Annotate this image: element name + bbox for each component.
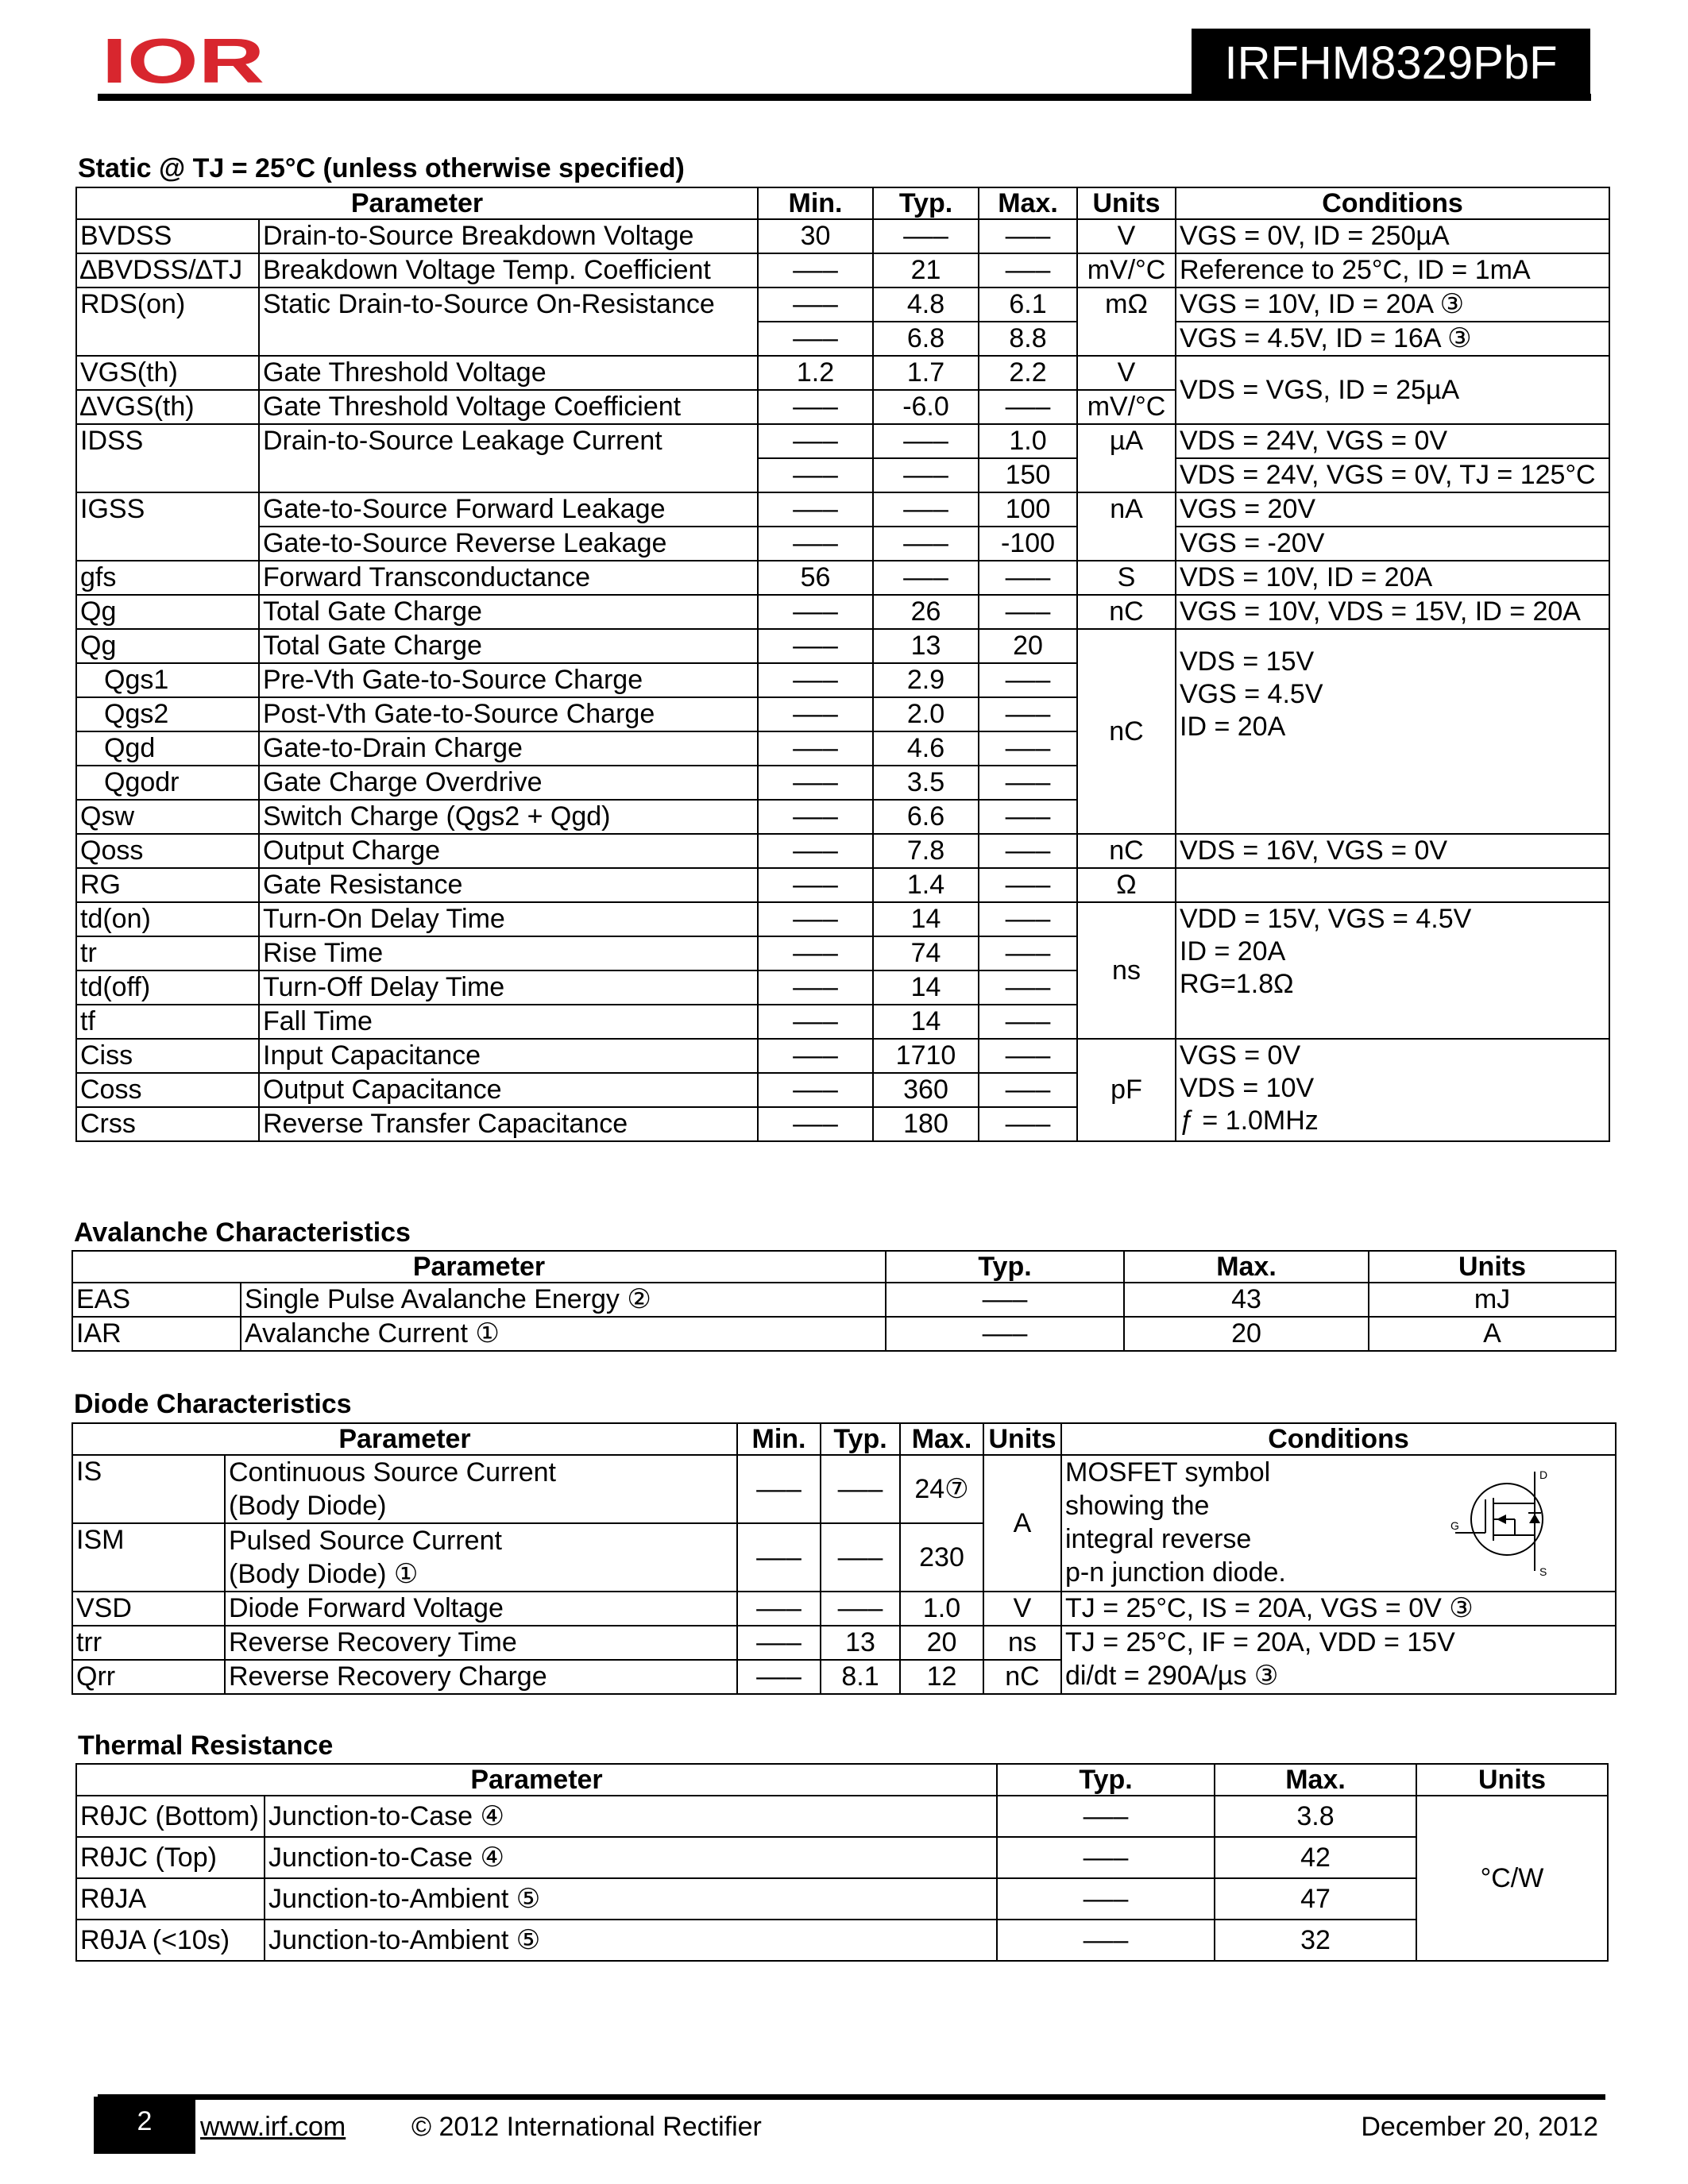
column-header: Min. xyxy=(737,1423,821,1455)
cell: 2.2 xyxy=(979,356,1077,390)
cell: ––– xyxy=(821,1455,900,1523)
cell: RθJA xyxy=(76,1878,265,1920)
cell: di/dt = 290A/µs ③ xyxy=(1061,1660,1616,1694)
cell: 150 xyxy=(979,458,1077,492)
table-row xyxy=(76,1837,1608,1878)
cell: Gate Charge Overdrive xyxy=(259,766,758,800)
svg-text:G: G xyxy=(1450,1519,1459,1532)
column-header: Units xyxy=(1369,1251,1616,1283)
cell: Post-Vth Gate-to-Source Charge xyxy=(259,697,758,731)
cell: 32 xyxy=(1215,1920,1416,1961)
cell: 56 xyxy=(758,561,873,595)
cell: nC xyxy=(1077,595,1176,629)
column-header: Units xyxy=(1416,1764,1608,1796)
cell: 13 xyxy=(873,629,979,663)
table-row xyxy=(76,219,1609,253)
thermal-section-title: Thermal Resistance xyxy=(78,1731,334,1761)
cell: Fall Time xyxy=(259,1005,758,1039)
cell: ––– xyxy=(758,253,873,287)
avalanche-section-title: Avalanche Characteristics xyxy=(74,1217,411,1248)
cell: Qgodr xyxy=(76,766,259,800)
cell: 180 xyxy=(873,1107,979,1141)
cell: ––– xyxy=(758,287,873,322)
cell: VDS = 24V, VGS = 0V, TJ = 125°C xyxy=(1176,458,1609,492)
conditions-cell: MOSFET symbol showing the integral reverse p-n junction diode. xyxy=(1061,1455,1616,1592)
cell: 230 xyxy=(900,1523,983,1592)
cell: Coss xyxy=(76,1073,259,1107)
cell: 42 xyxy=(1215,1837,1416,1878)
cell: V xyxy=(1077,356,1176,390)
cell: ns xyxy=(1077,902,1176,1039)
cell: 100 xyxy=(979,492,1077,527)
cell: 13 xyxy=(821,1626,900,1660)
cell: ––– xyxy=(758,1107,873,1141)
static-section-title: Static @ TJ = 25°C (unless otherwise specified) xyxy=(78,153,685,183)
cell: ––– xyxy=(737,1626,821,1660)
cell: Qoss xyxy=(76,834,259,868)
table-row xyxy=(76,527,1609,561)
cell: 43 xyxy=(1124,1283,1369,1317)
column-header: Max. xyxy=(979,187,1077,219)
svg-text:D: D xyxy=(1539,1468,1548,1481)
cell: TJ = 25°C, IF = 20A, VDD = 15V xyxy=(1061,1626,1616,1660)
cell: VGS = 0V, ID = 250µA xyxy=(1176,219,1609,253)
cell: Continuous Source Current (Body Diode) xyxy=(225,1455,737,1523)
cell: VDS = 16V, VGS = 0V xyxy=(1176,834,1609,868)
cell: ––– xyxy=(758,834,873,868)
cell: nC xyxy=(1077,629,1176,834)
table-row xyxy=(76,287,1609,322)
cell: 1710 xyxy=(873,1039,979,1073)
cell: -6.0 xyxy=(873,390,979,424)
cell: ––– xyxy=(886,1283,1124,1317)
cell xyxy=(1176,868,1609,902)
cell: ––– xyxy=(979,902,1077,936)
column-header: Parameter xyxy=(72,1423,737,1455)
table-row xyxy=(76,424,1609,458)
cell: Crss xyxy=(76,1107,259,1141)
cell: ––– xyxy=(758,527,873,561)
column-header: Typ. xyxy=(886,1251,1124,1283)
cell: VGS = 4.5V, ID = 16A ③ xyxy=(1176,322,1609,356)
cell: 8.1 xyxy=(821,1660,900,1694)
cell: ––– xyxy=(979,868,1077,902)
cell: ––– xyxy=(758,595,873,629)
cell: 20 xyxy=(1124,1317,1369,1351)
table-row xyxy=(76,902,1609,936)
thermal-table xyxy=(75,1763,1609,1962)
page-number: 2 xyxy=(94,2097,195,2154)
table-row xyxy=(76,1920,1608,1961)
cell: 4.6 xyxy=(873,731,979,766)
cell: ns xyxy=(983,1626,1061,1660)
cell: ––– xyxy=(758,800,873,834)
table-row xyxy=(76,834,1609,868)
part-number: IRFHM8329PbF xyxy=(1192,29,1590,98)
table-row xyxy=(76,492,1609,527)
cell: BVDSS xyxy=(76,219,259,253)
cell: Breakdown Voltage Temp. Coefficient xyxy=(259,253,758,287)
ir-logo xyxy=(102,30,268,87)
cell: IDSS xyxy=(76,424,259,492)
avalanche-table xyxy=(71,1250,1617,1352)
cell: 26 xyxy=(873,595,979,629)
static-table xyxy=(75,187,1610,1142)
cell: ––– xyxy=(873,561,979,595)
cell: 74 xyxy=(873,936,979,970)
column-header: Typ. xyxy=(821,1423,900,1455)
cell: ––– xyxy=(758,424,873,458)
cell: Pre-Vth Gate-to-Source Charge xyxy=(259,663,758,697)
cell: ––– xyxy=(737,1523,821,1592)
cell: ––– xyxy=(979,1073,1077,1107)
cell: ––– xyxy=(979,1107,1077,1141)
cell: 8.8 xyxy=(979,322,1077,356)
cell: 12 xyxy=(900,1660,983,1694)
cell: A xyxy=(983,1455,1061,1592)
column-header: Parameter xyxy=(76,187,758,219)
cell: ––– xyxy=(737,1455,821,1523)
cell: ––– xyxy=(758,697,873,731)
cell: ––– xyxy=(758,492,873,527)
cell: gfs xyxy=(76,561,259,595)
cell: ––– xyxy=(821,1592,900,1626)
cell: TJ = 25°C, IS = 20A, VGS = 0V ③ xyxy=(1061,1592,1616,1626)
cell: Gate-to-Source Reverse Leakage xyxy=(259,527,758,561)
cell: 6.1 xyxy=(979,287,1077,322)
table-row xyxy=(76,629,1609,663)
cell: IS xyxy=(72,1455,225,1523)
cell: RG xyxy=(76,868,259,902)
cell: Qgs2 xyxy=(76,697,259,731)
cell: RθJC (Top) xyxy=(76,1837,265,1878)
diode-section-title: Diode Characteristics xyxy=(74,1389,352,1419)
cell: Turn-Off Delay Time xyxy=(259,970,758,1005)
cell: 7.8 xyxy=(873,834,979,868)
cell: nC xyxy=(983,1660,1061,1694)
cell: ––– xyxy=(979,697,1077,731)
svg-text:IOR: IOR xyxy=(102,30,265,87)
cell: ∆BVDSS/∆TJ xyxy=(76,253,259,287)
cell: VDS = 24V, VGS = 0V xyxy=(1176,424,1609,458)
copyright: © 2012 International Rectifier xyxy=(411,2112,762,2142)
column-header: Parameter xyxy=(76,1764,997,1796)
cell: ––– xyxy=(873,458,979,492)
date: December 20, 2012 xyxy=(1361,2112,1598,2142)
cell: VDS = 10V, ID = 20A xyxy=(1176,561,1609,595)
cell: ––– xyxy=(997,1796,1215,1837)
cell: Qsw xyxy=(76,800,259,834)
cell: V xyxy=(983,1592,1061,1626)
cell: ––– xyxy=(979,766,1077,800)
cell: Output Capacitance xyxy=(259,1073,758,1107)
table-row xyxy=(76,868,1609,902)
cell: Total Gate Charge xyxy=(259,629,758,663)
column-header: Conditions xyxy=(1061,1423,1616,1455)
cell: ––– xyxy=(979,219,1077,253)
cell: nC xyxy=(1077,834,1176,868)
cell: ––– xyxy=(997,1878,1215,1920)
header-rule xyxy=(98,94,1591,101)
cell: 6.6 xyxy=(873,800,979,834)
cell: IAR xyxy=(72,1317,241,1351)
cell: ––– xyxy=(758,629,873,663)
cell: ––– xyxy=(758,322,873,356)
table-row xyxy=(72,1660,1616,1694)
table-row xyxy=(76,595,1609,629)
cell: ––– xyxy=(979,390,1077,424)
cell: mΩ xyxy=(1077,287,1176,356)
cell: Drain-to-Source Leakage Current xyxy=(259,424,758,492)
cell: ––– xyxy=(758,663,873,697)
cell: Gate-to-Source Forward Leakage xyxy=(259,492,758,527)
cell: Forward Transconductance xyxy=(259,561,758,595)
cell: Qgs1 xyxy=(76,663,259,697)
cell: td(on) xyxy=(76,902,259,936)
cell: Output Charge xyxy=(259,834,758,868)
column-header: Units xyxy=(1077,187,1176,219)
cell: 47 xyxy=(1215,1878,1416,1920)
cell: ––– xyxy=(979,970,1077,1005)
table-row xyxy=(76,1039,1609,1073)
table-row xyxy=(76,1878,1608,1920)
cell: RθJA (<10s) xyxy=(76,1920,265,1961)
cell: ––– xyxy=(758,1039,873,1073)
cell: Ciss xyxy=(76,1039,259,1073)
column-header: Min. xyxy=(758,187,873,219)
cell: ––– xyxy=(979,253,1077,287)
cell: ––– xyxy=(758,458,873,492)
cell: RDS(on) xyxy=(76,287,259,356)
cell: ––– xyxy=(979,561,1077,595)
cell: Reverse Transfer Capacitance xyxy=(259,1107,758,1141)
cell: Junction-to-Case ④ xyxy=(265,1796,997,1837)
cell: °C/W xyxy=(1416,1796,1608,1961)
column-header: Typ. xyxy=(873,187,979,219)
cell: ––– xyxy=(979,1039,1077,1073)
cell: VGS = -20V xyxy=(1176,527,1609,561)
cell: 3.8 xyxy=(1215,1796,1416,1837)
cell: 24⑦ xyxy=(900,1455,983,1523)
cell: td(off) xyxy=(76,970,259,1005)
cell: VGS = 10V, ID = 20A ③ xyxy=(1176,287,1609,322)
website-link[interactable]: www.irf.com xyxy=(200,2112,346,2142)
cell: ––– xyxy=(979,800,1077,834)
cell: Reverse Recovery Time xyxy=(225,1626,737,1660)
cell: 21 xyxy=(873,253,979,287)
cell: Drain-to-Source Breakdown Voltage xyxy=(259,219,758,253)
cell: VGS = 10V, VDS = 15V, ID = 20A xyxy=(1176,595,1609,629)
footer-rule xyxy=(98,2094,1605,2100)
mosfet-symbol xyxy=(1447,1468,1566,1579)
cell: Junction-to-Case ④ xyxy=(265,1837,997,1878)
cell: Junction-to-Ambient ⑤ xyxy=(265,1920,997,1961)
cell: 360 xyxy=(873,1073,979,1107)
cell: mV/°C xyxy=(1077,253,1176,287)
cell: 4.8 xyxy=(873,287,979,322)
cell: ––– xyxy=(737,1660,821,1694)
cell: Diode Forward Voltage xyxy=(225,1592,737,1626)
conditions-cell: VDS = 15V VGS = 4.5V ID = 20A xyxy=(1176,629,1609,834)
column-header: Units xyxy=(983,1423,1061,1455)
cell: VGS(th) xyxy=(76,356,259,390)
cell: ––– xyxy=(758,1005,873,1039)
table-row xyxy=(72,1317,1616,1351)
cell: Pulsed Source Current (Body Diode) ① xyxy=(225,1523,737,1592)
cell: Gate Resistance xyxy=(259,868,758,902)
cell: ––– xyxy=(886,1317,1124,1351)
table-row xyxy=(76,561,1609,595)
cell: 1.0 xyxy=(979,424,1077,458)
cell: Qg xyxy=(76,595,259,629)
cell: EAS xyxy=(72,1283,241,1317)
cell: Input Capacitance xyxy=(259,1039,758,1073)
cell: ––– xyxy=(997,1920,1215,1961)
cell: ––– xyxy=(979,1005,1077,1039)
cell: Reference to 25°C, ID = 1mA xyxy=(1176,253,1609,287)
cell: tr xyxy=(76,936,259,970)
cell: 2.9 xyxy=(873,663,979,697)
cell: ––– xyxy=(821,1523,900,1592)
cell: Single Pulse Avalanche Energy ② xyxy=(241,1283,886,1317)
cell: Gate Threshold Voltage xyxy=(259,356,758,390)
cell: ––– xyxy=(758,766,873,800)
column-header: Max. xyxy=(900,1423,983,1455)
cell: Gate-to-Drain Charge xyxy=(259,731,758,766)
cell: VDS = VGS, ID = 25µA xyxy=(1176,356,1609,424)
cell: Ω xyxy=(1077,868,1176,902)
cell: A xyxy=(1369,1317,1616,1351)
cell: Total Gate Charge xyxy=(259,595,758,629)
cell: Rise Time xyxy=(259,936,758,970)
cell: ––– xyxy=(979,834,1077,868)
table-row xyxy=(76,253,1609,287)
cell: Turn-On Delay Time xyxy=(259,902,758,936)
cell: 14 xyxy=(873,1005,979,1039)
cell: pF xyxy=(1077,1039,1176,1141)
cell: -100 xyxy=(979,527,1077,561)
cell: µA xyxy=(1077,424,1176,492)
cell: mV/°C xyxy=(1077,390,1176,424)
cell: 20 xyxy=(979,629,1077,663)
cell: S xyxy=(1077,561,1176,595)
conditions-cell: VGS = 0V VDS = 10V ƒ = 1.0MHz xyxy=(1176,1039,1609,1141)
cell: ––– xyxy=(979,663,1077,697)
table-row xyxy=(76,1796,1608,1837)
diode-table xyxy=(71,1422,1617,1695)
cell: Avalanche Current ① xyxy=(241,1317,886,1351)
cell: ––– xyxy=(979,936,1077,970)
cell: 1.4 xyxy=(873,868,979,902)
column-header: Max. xyxy=(1215,1764,1416,1796)
table-row xyxy=(72,1455,1616,1523)
column-header: Parameter xyxy=(72,1251,886,1283)
cell: trr xyxy=(72,1626,225,1660)
cell: ––– xyxy=(979,731,1077,766)
column-header: Conditions xyxy=(1176,187,1609,219)
cell: RθJC (Bottom) xyxy=(76,1796,265,1837)
cell: ––– xyxy=(873,492,979,527)
column-header: Typ. xyxy=(997,1764,1215,1796)
cell: ––– xyxy=(873,527,979,561)
cell: 20 xyxy=(900,1626,983,1660)
cell: ––– xyxy=(758,868,873,902)
cell: 3.5 xyxy=(873,766,979,800)
cell: 1.2 xyxy=(758,356,873,390)
cell: 14 xyxy=(873,902,979,936)
cell: ––– xyxy=(758,731,873,766)
cell: 6.8 xyxy=(873,322,979,356)
cell: 30 xyxy=(758,219,873,253)
cell: tf xyxy=(76,1005,259,1039)
cell: ––– xyxy=(758,936,873,970)
cell: 2.0 xyxy=(873,697,979,731)
table-row xyxy=(72,1626,1616,1660)
cell: mJ xyxy=(1369,1283,1616,1317)
cell: Gate Threshold Voltage Coefficient xyxy=(259,390,758,424)
cell: ∆VGS(th) xyxy=(76,390,259,424)
cell: 14 xyxy=(873,970,979,1005)
conditions-cell: VDD = 15V, VGS = 4.5V ID = 20A RG=1.8Ω xyxy=(1176,902,1609,1039)
cell: ––– xyxy=(737,1592,821,1626)
svg-text:S: S xyxy=(1539,1565,1547,1578)
cell: Reverse Recovery Charge xyxy=(225,1660,737,1694)
cell: Static Drain-to-Source On-Resistance xyxy=(259,287,758,356)
cell: Qrr xyxy=(72,1660,225,1694)
cell: VGS = 20V xyxy=(1176,492,1609,527)
cell: Qg xyxy=(76,629,259,663)
cell: ––– xyxy=(758,902,873,936)
cell: ––– xyxy=(758,970,873,1005)
cell: ISM xyxy=(72,1523,225,1592)
cell: ––– xyxy=(873,424,979,458)
cell: nA xyxy=(1077,492,1176,561)
cell: 1.0 xyxy=(900,1592,983,1626)
table-row xyxy=(76,356,1609,390)
cell: ––– xyxy=(758,390,873,424)
cell: V xyxy=(1077,219,1176,253)
cell: ––– xyxy=(979,595,1077,629)
cell: Switch Charge (Qgs2 + Qgd) xyxy=(259,800,758,834)
cell: Junction-to-Ambient ⑤ xyxy=(265,1878,997,1920)
column-header: Max. xyxy=(1124,1251,1369,1283)
table-row xyxy=(72,1283,1616,1317)
cell: 1.7 xyxy=(873,356,979,390)
table-row xyxy=(72,1592,1616,1626)
cell: VSD xyxy=(72,1592,225,1626)
cell: IGSS xyxy=(76,492,259,561)
cell: Qgd xyxy=(76,731,259,766)
cell: ––– xyxy=(997,1837,1215,1878)
cell: ––– xyxy=(873,219,979,253)
cell: ––– xyxy=(758,1073,873,1107)
